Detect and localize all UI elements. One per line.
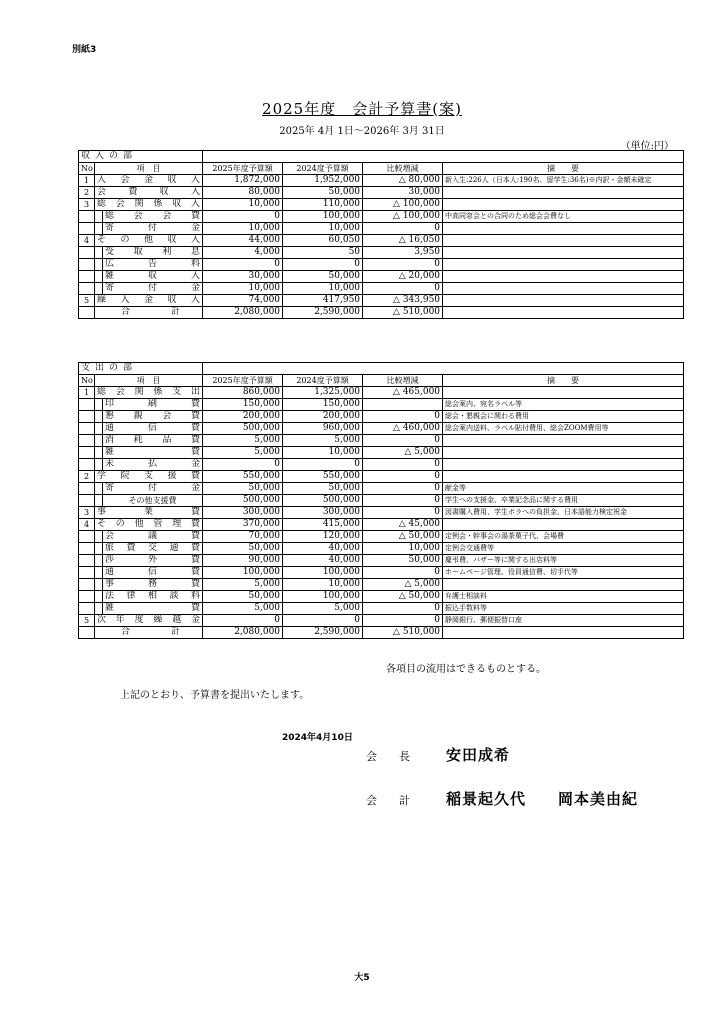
table-row	[79, 387, 684, 399]
row-item: 事業費	[95, 507, 203, 519]
row-budget-2025: 2,080,000	[203, 627, 283, 639]
document-title	[0, 98, 724, 119]
row-no: 5	[79, 615, 95, 627]
table-row	[79, 447, 684, 459]
row-budget-2025: 10,000	[203, 199, 283, 211]
row-remarks: ホームページ管理、役員通信費、切手代等	[443, 567, 684, 579]
row-no	[79, 223, 95, 235]
col-header-2025: 2025年度予算額	[203, 163, 283, 175]
row-item: その他管理費	[95, 519, 203, 531]
indent-cell	[95, 411, 103, 423]
row-remarks	[443, 247, 684, 259]
row-subitem: 寄付金	[103, 483, 203, 495]
row-budget-2024: 50,000	[283, 271, 363, 283]
col-header-diff: 比較増減	[363, 163, 443, 175]
col-header-remarks: 摘 要	[443, 163, 684, 175]
row-difference: 0	[363, 507, 443, 519]
row-difference: 0	[363, 495, 443, 507]
row-budget-2024: 0	[283, 615, 363, 627]
row-difference: △ 50,000	[363, 591, 443, 603]
row-budget-2025: 860,000	[203, 387, 283, 399]
row-no: 3	[79, 507, 95, 519]
row-remarks: 新入生:226人（日本人:190名、留学生:36名)※内訳・金額未確定	[443, 175, 684, 187]
table-row	[79, 271, 684, 283]
row-budget-2025: 5,000	[203, 435, 283, 447]
row-difference: 0	[363, 459, 443, 471]
table-row	[79, 543, 684, 555]
row-difference: 0	[363, 223, 443, 235]
row-no	[79, 411, 95, 423]
row-remarks	[443, 435, 684, 447]
row-budget-2024: 10,000	[283, 579, 363, 591]
row-remarks	[443, 519, 684, 531]
row-budget-2025: 150,000	[203, 399, 283, 411]
president-signature: 安田成希	[446, 746, 511, 764]
total-row	[79, 627, 684, 639]
row-budget-2025: 74,000	[203, 295, 283, 307]
row-subitem: 未払金	[103, 459, 203, 471]
row-remarks: 定例会交通費等	[443, 543, 684, 555]
row-difference: 0	[363, 603, 443, 615]
row-difference: △ 20,000	[363, 271, 443, 283]
expense-table	[78, 362, 684, 639]
row-subitem: 受取利息	[103, 247, 203, 259]
table-row	[79, 507, 684, 519]
indent-cell	[95, 555, 103, 567]
row-remarks: 慶弔費、バザー等に関する出店料等	[443, 555, 684, 567]
row-no	[79, 483, 95, 495]
row-remarks: 総会・懇親会に関わる費用	[443, 411, 684, 423]
row-remarks	[443, 283, 684, 295]
expense-header-row	[79, 375, 684, 387]
row-remarks	[443, 447, 684, 459]
row-remarks	[443, 187, 684, 199]
row-subitem: 通信費	[103, 423, 203, 435]
row-subitem: 旅費交通費	[103, 543, 203, 555]
row-budget-2025: 550,000	[203, 471, 283, 483]
table-row	[79, 295, 684, 307]
row-difference: △ 510,000	[363, 307, 443, 319]
table-row	[79, 567, 684, 579]
row-no: 4	[79, 235, 95, 247]
col-header-diff: 比較増減	[363, 375, 443, 387]
indent-cell	[95, 603, 103, 615]
row-budget-2024: 10,000	[283, 223, 363, 235]
row-budget-2025: 300,000	[203, 507, 283, 519]
table-row	[79, 471, 684, 483]
income-body	[79, 151, 684, 319]
table-row	[79, 519, 684, 531]
row-difference: △ 80,000	[363, 175, 443, 187]
row-budget-2024: 50,000	[283, 483, 363, 495]
row-item: 次年度繰越金	[95, 615, 203, 627]
unit-label: （単位:円）	[620, 141, 674, 152]
row-budget-2025: 90,000	[203, 555, 283, 567]
row-budget-2025: 50,000	[203, 591, 283, 603]
row-difference: 0	[363, 435, 443, 447]
indent-cell	[95, 211, 103, 223]
row-subitem: 懇親会費	[103, 411, 203, 423]
table-row	[79, 495, 684, 507]
row-remarks: 静岡銀行、郵便振替口座	[443, 615, 684, 627]
col-header-2025: 2025年度予算額	[203, 375, 283, 387]
row-subitem: 総会会費	[103, 211, 203, 223]
section-filler	[203, 151, 684, 163]
row-budget-2024: 5,000	[283, 603, 363, 615]
section-filler	[203, 363, 684, 375]
row-no	[79, 423, 95, 435]
indent-cell	[95, 483, 103, 495]
row-no	[79, 247, 95, 259]
total-row	[79, 307, 684, 319]
row-budget-2025: 10,000	[203, 223, 283, 235]
row-difference: 0	[363, 567, 443, 579]
table-row	[79, 259, 684, 271]
row-subitem: 印刷費	[103, 399, 203, 411]
row-no: 2	[79, 471, 95, 483]
row-no	[79, 567, 95, 579]
col-header-no: No	[79, 163, 95, 175]
row-subitem: 通信費	[103, 567, 203, 579]
row-remarks	[443, 579, 684, 591]
row-budget-2024: 100,000	[283, 591, 363, 603]
row-budget-2025: 5,000	[203, 603, 283, 615]
row-difference: 0	[363, 483, 443, 495]
row-budget-2024: 10,000	[283, 447, 363, 459]
indent-cell	[95, 567, 103, 579]
row-no: 1	[79, 387, 95, 399]
income-table	[78, 150, 684, 319]
indent-cell	[95, 399, 103, 411]
table-row	[79, 531, 684, 543]
document-tag: 別紙3	[72, 45, 97, 55]
row-budget-2024: 50	[283, 247, 363, 259]
row-difference: 10,000	[363, 543, 443, 555]
table-row	[79, 187, 684, 199]
row-budget-2025: 5,000	[203, 579, 283, 591]
row-budget-2024: 200,000	[283, 411, 363, 423]
row-no	[79, 307, 95, 319]
table-row	[79, 483, 684, 495]
row-item: 会費収入	[95, 187, 203, 199]
row-budget-2024: 5,000	[283, 435, 363, 447]
indent-cell	[95, 447, 103, 459]
row-remarks: 図書購入費用、学生ボラへの負担金、日本語能力検定祝金	[443, 507, 684, 519]
treasurer-signature-2: 岡本美由紀	[558, 790, 639, 808]
row-difference: △ 460,000	[363, 423, 443, 435]
table-row	[79, 459, 684, 471]
income-header-row	[79, 163, 684, 175]
row-budget-2025: 10,000	[203, 283, 283, 295]
row-budget-2025: 100,000	[203, 567, 283, 579]
row-difference: 0	[363, 283, 443, 295]
row-budget-2024: 60,050	[283, 235, 363, 247]
expense-section-row	[79, 363, 684, 375]
col-header-item: 項 目	[95, 375, 203, 387]
row-subitem: 寄付金	[103, 223, 203, 235]
col-header-remarks: 摘 要	[443, 375, 684, 387]
row-no	[79, 435, 95, 447]
row-budget-2024: 100,000	[283, 567, 363, 579]
row-subitem: 渉外費	[103, 555, 203, 567]
row-budget-2024: 415,000	[283, 519, 363, 531]
row-remarks	[443, 459, 684, 471]
row-budget-2024: 10,000	[283, 283, 363, 295]
row-budget-2025: 500,000	[203, 495, 283, 507]
row-budget-2024: 120,000	[283, 531, 363, 543]
row-subitem: 雑収入	[103, 271, 203, 283]
page-footer: 大5	[354, 973, 370, 983]
income-section-title: 収入の部	[79, 151, 203, 163]
row-no	[79, 591, 95, 603]
row-item: 学院支援費	[95, 471, 203, 483]
row-budget-2025: 5,000	[203, 447, 283, 459]
row-subitem: 雑費	[103, 447, 203, 459]
row-difference: △ 465,000	[363, 387, 443, 399]
row-remarks	[443, 235, 684, 247]
row-no	[79, 627, 95, 639]
row-no	[79, 447, 95, 459]
row-budget-2024: 100,000	[283, 211, 363, 223]
row-budget-2025: 0	[203, 259, 283, 271]
row-difference: 0	[363, 259, 443, 271]
row-budget-2024: 0	[283, 259, 363, 271]
row-budget-2025: 370,000	[203, 519, 283, 531]
row-difference: △ 100,000	[363, 211, 443, 223]
row-item: 繰入金収入	[95, 295, 203, 307]
row-no: 3	[79, 199, 95, 211]
submission-date: 2024年4月10日	[282, 733, 353, 743]
row-budget-2024: 550,000	[283, 471, 363, 483]
indent-cell	[95, 435, 103, 447]
row-remarks	[443, 627, 684, 639]
row-subitem: 事務費	[103, 579, 203, 591]
indent-cell	[95, 283, 103, 295]
title-text: 2025年度 会計予算書(案)	[262, 100, 462, 118]
row-remarks	[443, 223, 684, 235]
usage-note: 各項目の流用はできるものとする。	[386, 664, 546, 675]
table-row	[79, 423, 684, 435]
row-remarks: 総会案内、宛名ラベル等	[443, 399, 684, 411]
row-remarks	[443, 259, 684, 271]
row-budget-2025: 2,080,000	[203, 307, 283, 319]
row-remarks	[443, 199, 684, 211]
row-budget-2025: 30,000	[203, 271, 283, 283]
row-difference: △ 510,000	[363, 627, 443, 639]
table-row	[79, 247, 684, 259]
table-row	[79, 283, 684, 295]
row-difference: 30,000	[363, 187, 443, 199]
row-budget-2024: 110,000	[283, 199, 363, 211]
row-item: 入会金収入	[95, 175, 203, 187]
row-budget-2025: 500,000	[203, 423, 283, 435]
row-remarks: 振込手数料等	[443, 603, 684, 615]
row-budget-2025: 70,000	[203, 531, 283, 543]
row-budget-2025: 0	[203, 615, 283, 627]
row-no	[79, 459, 95, 471]
row-no: 5	[79, 295, 95, 307]
indent-cell	[95, 591, 103, 603]
row-item: 総会関係支出	[95, 387, 203, 399]
row-budget-2024: 1,325,000	[283, 387, 363, 399]
row-difference: 0	[363, 471, 443, 483]
row-subitem: 広告料	[103, 259, 203, 271]
table-row	[79, 603, 684, 615]
row-no	[79, 259, 95, 271]
table-row	[79, 235, 684, 247]
row-budget-2024: 960,000	[283, 423, 363, 435]
row-remarks: 中高同窓会との合同のため総会会費なし	[443, 211, 684, 223]
indent-cell	[95, 259, 103, 271]
row-budget-2024: 1,952,000	[283, 175, 363, 187]
row-item: 合 計	[95, 627, 203, 639]
row-no	[79, 579, 95, 591]
submission-statement: 上記のとおり、予算書を提出いたします。	[120, 690, 310, 701]
row-difference: △ 100,000	[363, 199, 443, 211]
row-budget-2025: 44,000	[203, 235, 283, 247]
table-row	[79, 435, 684, 447]
indent-cell	[95, 223, 103, 235]
row-no	[79, 555, 95, 567]
row-budget-2024: 417,950	[283, 295, 363, 307]
row-difference	[363, 399, 443, 411]
row-no	[79, 399, 95, 411]
indent-cell	[95, 579, 103, 591]
indent-cell	[95, 495, 103, 507]
table-row	[79, 615, 684, 627]
indent-cell	[95, 531, 103, 543]
table-row	[79, 411, 684, 423]
row-item: 総会関係収入	[95, 199, 203, 211]
row-subitem: その他支援費	[103, 495, 203, 507]
row-difference: 0	[363, 615, 443, 627]
expense-body	[79, 363, 684, 639]
row-difference: △ 16,050	[363, 235, 443, 247]
row-item: その他収入	[95, 235, 203, 247]
row-difference: △ 45,000	[363, 519, 443, 531]
row-budget-2024: 150,000	[283, 399, 363, 411]
row-no	[79, 271, 95, 283]
table-row	[79, 399, 684, 411]
row-no: 2	[79, 187, 95, 199]
treasurer-signature-1: 稲景起久代	[446, 790, 527, 808]
col-header-2024: 2024度予算額	[283, 163, 363, 175]
row-difference: △ 5,000	[363, 447, 443, 459]
row-difference: △ 343,950	[363, 295, 443, 307]
row-no	[79, 495, 95, 507]
row-budget-2024: 2,590,000	[283, 307, 363, 319]
row-budget-2024: 2,590,000	[283, 627, 363, 639]
income-section-row	[79, 151, 684, 163]
treasurer-role: 会 計	[366, 794, 410, 807]
row-subitem: 寄付金	[103, 283, 203, 295]
row-budget-2024: 40,000	[283, 543, 363, 555]
row-difference: △ 50,000	[363, 531, 443, 543]
fiscal-period: 2025年 4月 1日～2026年 3月 31日	[279, 126, 445, 137]
row-budget-2025: 50,000	[203, 543, 283, 555]
president-role: 会 長	[366, 750, 410, 763]
indent-cell	[95, 247, 103, 259]
row-budget-2025: 1,872,000	[203, 175, 283, 187]
col-header-no: No	[79, 375, 95, 387]
row-remarks	[443, 295, 684, 307]
row-budget-2024: 0	[283, 459, 363, 471]
row-no	[79, 531, 95, 543]
row-budget-2025: 0	[203, 211, 283, 223]
row-no	[79, 543, 95, 555]
row-remarks: 献金等	[443, 483, 684, 495]
row-remarks: 学生への支援金、卒業記念品に関する費用	[443, 495, 684, 507]
row-remarks	[443, 271, 684, 283]
row-remarks: 定例会・幹事会の湯茶菓子代、会場費	[443, 531, 684, 543]
row-no: 4	[79, 519, 95, 531]
row-budget-2025: 4,000	[203, 247, 283, 259]
row-budget-2024: 50,000	[283, 187, 363, 199]
expense-section-title: 支出の部	[79, 363, 203, 375]
table-row	[79, 175, 684, 187]
row-difference: 50,000	[363, 555, 443, 567]
table-row	[79, 555, 684, 567]
row-subitem: 法律相談料	[103, 591, 203, 603]
row-no: 1	[79, 175, 95, 187]
row-subitem: 消耗品費	[103, 435, 203, 447]
indent-cell	[95, 271, 103, 283]
table-row	[79, 223, 684, 235]
col-header-2024: 2024度予算額	[283, 375, 363, 387]
table-row	[79, 211, 684, 223]
row-budget-2025: 200,000	[203, 411, 283, 423]
row-budget-2025: 0	[203, 459, 283, 471]
row-difference: 0	[363, 411, 443, 423]
row-budget-2024: 500,000	[283, 495, 363, 507]
row-budget-2025: 50,000	[203, 483, 283, 495]
row-difference: △ 5,000	[363, 579, 443, 591]
row-remarks: 総会案内送料、ラベル貼付費用、総会ZOOM費用等	[443, 423, 684, 435]
row-no	[79, 603, 95, 615]
row-budget-2024: 40,000	[283, 555, 363, 567]
indent-cell	[95, 543, 103, 555]
col-header-item: 項 目	[95, 163, 203, 175]
indent-cell	[95, 423, 103, 435]
row-budget-2025: 80,000	[203, 187, 283, 199]
table-row	[79, 591, 684, 603]
row-subitem: 会議費	[103, 531, 203, 543]
row-no	[79, 283, 95, 295]
row-remarks	[443, 387, 684, 399]
row-remarks	[443, 471, 684, 483]
row-budget-2024: 300,000	[283, 507, 363, 519]
indent-cell	[95, 459, 103, 471]
table-row	[79, 199, 684, 211]
row-difference: 3,950	[363, 247, 443, 259]
row-remarks: 弁護士相談料	[443, 591, 684, 603]
row-remarks	[443, 307, 684, 319]
row-no	[79, 211, 95, 223]
table-row	[79, 579, 684, 591]
row-subitem: 雑費	[103, 603, 203, 615]
row-item: 合 計	[95, 307, 203, 319]
